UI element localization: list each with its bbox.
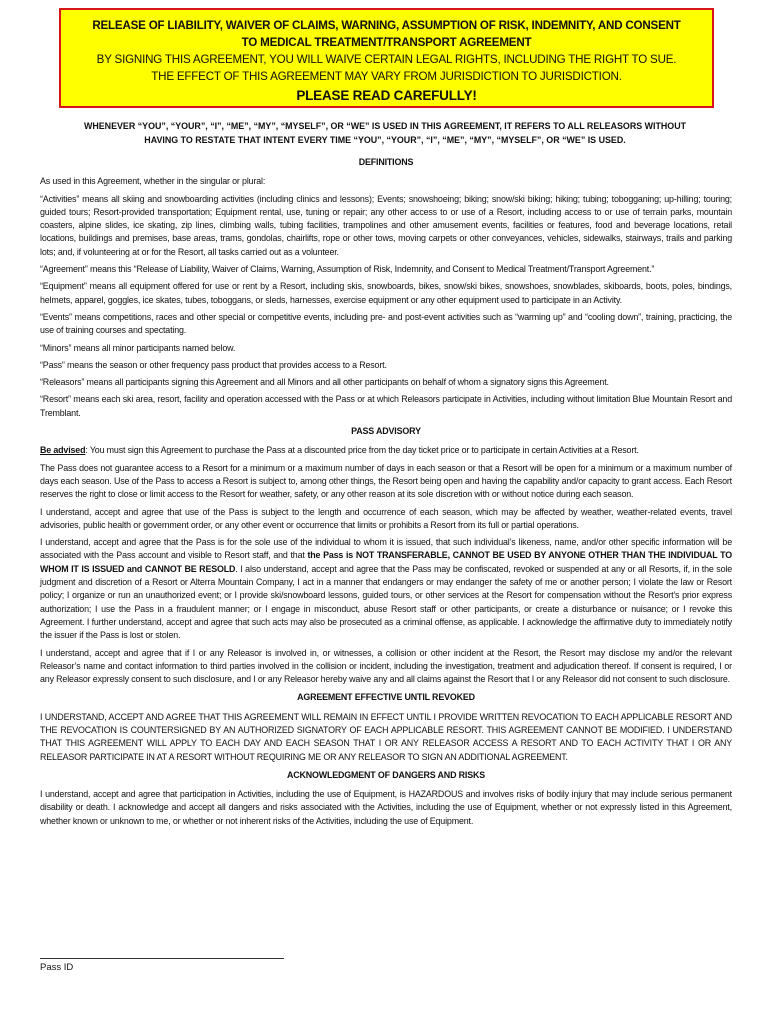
read-carefully-heading: PLEASE READ CAREFULLY! xyxy=(296,88,477,103)
warning-line-1: BY SIGNING THIS AGREEMENT, YOU WILL WAIVE CERTAIN LEGAL RIGHTS, INCLUDING THE RIGHT TO SUE. xyxy=(96,53,677,66)
dangers-text: I understand, accept and agree that participation in Activities, including the use of Equipment, is HAZARDOUS and involves risks of bodily injury that may include serious permanent disability or death. I acknowledge and accept all dangers and risks associated with the Activities, including the use of Equipment, whether or not expressly listed in this Agreement, whether known or unknown to me, or whether or not inherent risks of the Activities, including the use of Equipment. xyxy=(40,789,732,826)
pass-id-line xyxy=(40,958,284,959)
title-line-1: RELEASE OF LIABILITY, WAIVER OF CLAIMS, WARNING, ASSUMPTION OF RISK, INDEMNITY, AND CONSENT xyxy=(92,19,681,32)
definition-events: “Events” means competitions, races and other special or competitive events, including pre- and post-event activities such as “warming up” and “cooling down”, training, practicing, the use of training courses and spectating. xyxy=(40,311,732,336)
pass-advisory-paragraph-4: I understand, accept and agree that if I or any Releasor is involved in, or witnesses, a collision or other incident at the Resort, the Resort may disclose my and/or the relevant Releasor’s name and contact information to third parties involved in the collision or incident, including the investigation, treatment and adjudication thereof. If consent is required, I or any Releasor expressly consent to such disclosure, and I or any Releasor hereby waive any and all claims against the Resort that I or any Releasor did not consent to such disclosure. xyxy=(40,647,732,685)
definition-agreement: “Agreement” means this “Release of Liability, Waiver of Claims, Warning, Assumption of Risk, Indemnity, and Consent to Medical Treatment/Transport Agreement.” xyxy=(40,264,655,275)
pass-advisory-paragraph-3 xyxy=(40,536,732,642)
definition-releasors: “Releasors” means all participants signing this Agreement and all Minors and all other participants on behalf of whom a signatory signs this Agreement. xyxy=(40,377,609,388)
definition-minors: “Minors” means all minor participants named below. xyxy=(40,342,236,353)
warning-line-2: THE EFFECT OF THIS AGREEMENT MAY VARY FROM JURISDICTION TO JURISDICTION. xyxy=(151,70,622,83)
whenever-notice xyxy=(40,119,730,147)
agreement-body xyxy=(40,151,732,832)
title-line-2: TO MEDICAL TREATMENT/TRANSPORT AGREEMENT xyxy=(241,36,532,49)
definition-equipment: “Equipment” means all equipment offered for use or rent by a Resort, including skis, snowboards, bikes, snow/ski bikes, snowshoes, snowblades, skiboards, boots, poles, bindings, helmets, apparel, goggles, ice skates, tubes, toboggans, or sleds, harnesses, exercise equipment or any other equipment used to participate in an Activity. xyxy=(40,281,732,305)
definitions-heading: DEFINITIONS xyxy=(358,157,414,167)
pass-advisory-paragraph-2: I understand, accept and agree that use of the Pass is subject to the length and occurrence of each season, which may be affected by weather, weather-related events, travel advisories, public health or government order, or any other event or occurrence that limits or prohibits a Resort from its full or partial operations. xyxy=(40,506,732,530)
p3-text-bold: the Pass is NOT TRANSFERABLE, CANNOT BE USED BY ANYONE OTHER THAN THE INDIVIDUAL TO WHOM IT IS ISSUED and CANNOT BE RESOLD xyxy=(40,550,732,574)
agreement-effective-heading: AGREEMENT EFFECTIVE UNTIL REVOKED xyxy=(297,692,475,703)
p3-text-b: . I also understand, accept and agree that the Pass may be confiscated, revoked or suspended at any or all Resorts, if, in the sole judgment and discretion of a Resort or Alterra Mountain Company, I act in a manner that endangers or may endanger the safety of me or another person; I violate the law or Resort policy; I organize or run an unauthorized event; or I provide ski/snowboard lessons, guided tours, or other services at the Resort for compensation without the Resort’s prior express authorization; I use the Pass in a fraudulent manner; or I engage in misconduct, abuse Resort staff or other participants, or create a disturbance or nuisance; or I revoke this Agreement. I further understand, accept and agree that such acts may also be prosecuted as a criminal offense, as applicable. I acknowledge the affirmative duty to immediately notify the issuer if the Pass is lost or stolen. xyxy=(40,563,732,641)
pass-advisory-paragraph-1: The Pass does not guarantee access to a Resort for a minimum or a maximum number of days in each season or that a Resort will be open for a minimum or a maximum number of days each season. Use of the Pass to access a Resort is subject to, among other things, the Resort being open and having the capability and/or capacity to grant access. Each Resort reserves the right to close or limit access to the Resort for weather, safety, or any other reason at its sole discretion with or without notice during each season. xyxy=(40,462,732,500)
definition-activities: “Activities” means all skiing and snowboarding activities (including clinics and lessons); Events; snowshoeing; biking; snow/ski biking; hiking; tubing; tobogganing; up-hilling; touring; guided tours; Resort-provided transportation; Equipment rental, use, tuning or repair; any other access to or use of a Resort, including access to or use of terrain parks, mountain coasters, alpine slides, ice skating, zip lines, climbing walls, tubing facilities, trampolines and other amusement events, facilities or features, food and beverage locations, retail locations, buildings and premises, base areas, trams, gondolas, chairlifts, rope or other tows, moving carpets or other conveyances, vehicles, sidewalks, stairways, trails and parking lots; and, if volunteering at or for the Resort, all tasks carried out as a volunteer. xyxy=(40,193,732,257)
footer xyxy=(40,958,284,973)
be-advised-text: : You must sign this Agreement to purchase the Pass at a discounted price from the day ticket price or to participate in certain Activities at a Resort. xyxy=(85,445,639,456)
pass-id-label: Pass ID xyxy=(40,962,74,973)
pass-advisory-heading: PASS ADVISORY xyxy=(351,426,421,437)
be-advised-paragraph xyxy=(40,444,732,457)
p3-text-a: I understand, accept and agree that the Pass is for the sole use of the individual to whom it is issued, that such individual’s likeness, name, and/or other specific information will be associated with the Pass account and visible to Resort staff, and that xyxy=(40,537,732,561)
whenever-line-2: HAVING TO RESTATE THAT INTENT EVERY TIME “YOU”, “YOUR”, “I”, “ME”, “MY”, “MYSELF”, OR “WE” IS USED. xyxy=(144,135,626,145)
be-advised-label: Be advised xyxy=(40,445,86,456)
definition-resort: “Resort” means each ski area, resort, facility and operation accessed with the Pass or at which Releasors participate in Activities, including without limitation Blue Mountain Resort and Tremblant. xyxy=(40,394,732,418)
dangers-heading: ACKNOWLEDGMENT OF DANGERS AND RISKS xyxy=(286,769,486,780)
title-banner xyxy=(59,8,714,108)
definition-pass: “Pass” means the season or other frequency pass product that provides access to a Resort. xyxy=(40,359,387,370)
agreement-effective-text: I UNDERSTAND, ACCEPT AND AGREE THAT THIS AGREEMENT WILL REMAIN IN EFFECT UNTIL I PROVIDE WRITTEN REVOCATION TO EACH APPLICABLE RESORT AND THE REVOCATION IS COUNTERSIGNED BY AN AUTHORIZED SIGNATORY OF EACH APPLICABLE RESORT. THIS AGREEMENT CANNOT BE MODIFIED. I UNDERSTAND THAT THIS AGREEMENT WILL APPLY TO EACH DAY AND EACH SEASON THAT I OR ANY RELEASOR ACCESS A RESORT AND TO EACH ACTIVITY THAT I OR ANY RELEASOR PARTICIPATE IN AT A RESORT WITHOUT REQUIRING ME OR ANY RELEASOR TO SIGN AN ADDITIONAL AGREEMENT. xyxy=(40,711,732,762)
whenever-line-1: WHENEVER “YOU”, “YOUR”, “I”, “ME”, “MY”, “MYSELF”, OR “WE” IS USED IN THIS AGREEMENT, IT REFERS TO ALL RELEASORS WITHOUT xyxy=(83,121,687,131)
definitions-intro: As used in this Agreement, whether in the singular or plural: xyxy=(40,176,266,187)
